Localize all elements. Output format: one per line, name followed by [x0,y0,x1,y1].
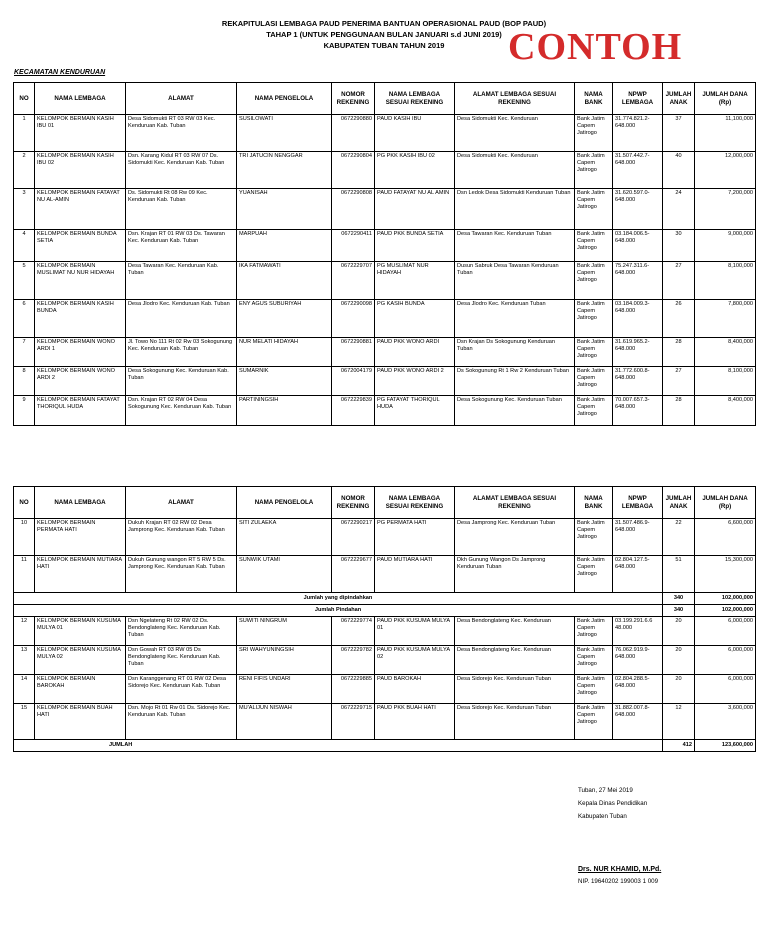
row-nomor-rekening: 0672290804 [332,152,375,189]
row-alamat-rekening: Desa Jamprong Kec. Kenduruan Tuban [455,519,575,556]
row-no: 10 [14,519,35,556]
dipindahkan-label: Jumlah yang dipindahkan [14,593,663,605]
row-no: 9 [14,396,35,426]
row-bank: Bank Jatim Capem Jatirogo [575,115,613,152]
row-alamat-rekening: Desa Sidomukti Kec. Kenduruan [455,115,575,152]
jumlah-label: JUMLAH [14,740,663,752]
row-nomor-rekening: 0672290411 [332,230,375,262]
row-alamat: Dsn. Mojo Rt 01 Rw 01 Ds. Sidorejo Kec. Kenduruan Kab. Tuban [126,704,237,740]
table-row [14,152,756,189]
row-nama-rekening: PAUD PKK KUSUMA MULYA 02 [375,646,455,675]
table-row [14,338,756,367]
col-nama-pengelola: NAMA PENGELOLA [237,487,332,519]
document-year: KABUPATEN TUBAN TAHUN 2019 [323,41,445,50]
row-pengelola: SRI WAHYUNINGSIH [237,646,332,675]
row-jumlah-dana: 8,100,000 [695,367,756,396]
row-jumlah-anak: 20 [663,675,695,704]
row-jumlah-dana: 8,400,000 [695,396,756,426]
row-nama-lembaga: KELOMPOK BERMAIN MUSLIMAT NU NUR HIDAYAH [35,262,126,300]
row-bank: Bank Jatim Capem Jatirogo [575,646,613,675]
row-bank: Bank Jatim Capem Jatirogo [575,338,613,367]
row-nama-lembaga: KELOMPOK BERMAIN KUSUMA MULYA 02 [35,646,126,675]
row-nomor-rekening: 0672229677 [332,556,375,593]
row-alamat: Dsn Karanggenang RT 01 RW 02 Desa Sidorejo Kec. Kenduruan Kab. Tuban [126,675,237,704]
pindahan-label: Jumlah Pindahan [14,605,663,617]
table-row [14,675,756,704]
row-npwp: 03.184.006.5-648.000 [613,230,663,262]
row-pengelola: IKA FATMAWATI [237,262,332,300]
row-bank: Bank Jatim Capem Jatirogo [575,556,613,593]
signature-place-date: Tuban, 27 Mei 2019 [578,787,633,794]
row-jumlah-anak: 27 [663,262,695,300]
col-alamat: ALAMAT [126,487,237,519]
row-no: 1 [14,115,35,152]
row-nama-rekening: PAUD PKK WONO ARDI 2 [375,367,455,396]
row-pengelola: SUSILOWATI [237,115,332,152]
row-jumlah-anak: 37 [663,115,695,152]
row-pengelola: MARPUAH [237,230,332,262]
row-jumlah-dana: 6,000,000 [695,617,756,646]
row-jumlah-anak: 28 [663,338,695,367]
jumlah-row [14,740,756,752]
row-alamat: Desa Sidomukti RT 03 RW 03 Kec. Kenduruan Kab. Tuban [126,115,237,152]
row-no: 13 [14,646,35,675]
row-no: 5 [14,262,35,300]
row-alamat-rekening: Desa Sidomukti Kec. Kenduruan [455,152,575,189]
table-row [14,646,756,675]
table-row [14,262,756,300]
row-bank: Bank Jatim Capem Jatirogo [575,704,613,740]
row-no: 3 [14,189,35,230]
row-no: 11 [14,556,35,593]
row-nama-lembaga: KELOMPOK BERMAIN BUAH HATI [35,704,126,740]
row-nama-rekening: PG KASIH BUNDA [375,300,455,338]
row-nama-rekening: PAUD MUTIARA HATI [375,556,455,593]
row-jumlah-anak: 26 [663,300,695,338]
row-nama-rekening: PAUD BAROKAH [375,675,455,704]
row-nomor-rekening: 0672229707 [332,262,375,300]
row-npwp: 31.620.597.0-648.000 [613,189,663,230]
document-title: REKAPITULASI LEMBAGA PAUD PENERIMA BANTUAN OPERASIONAL PAUD (BOP PAUD) [221,19,547,28]
row-pengelola: SUWITI NINGRUM [237,617,332,646]
row-alamat-rekening: Desa Tawaran Kec. Kenduruan Tuban [455,230,575,262]
row-npwp: 31.507.486.9-648.000 [613,519,663,556]
row-npwp: 75.247.311.6-648.000 [613,262,663,300]
row-bank: Bank Jatim Capem Jatirogo [575,230,613,262]
table-row [14,617,756,646]
row-nama-lembaga: KELOMPOK BERMAIN FATAYAT NU AL-AMIN [35,189,126,230]
row-alamat-rekening: Desa Bendonglateng Kec. Kenduruan [455,617,575,646]
row-pengelola: YUANISAH [237,189,332,230]
row-alamat-rekening: Dsn Ledok Desa Sidomukti Kenduruan Tuban [455,189,575,230]
row-jumlah-dana: 15,300,000 [695,556,756,593]
row-alamat: Ds. Sidomukti Rt 08 Rw 09 Kec. Kenduruan Kab. Tuban [126,189,237,230]
row-nama-rekening: PAUD PKK BUAH HATI [375,704,455,740]
table-row [14,230,756,262]
row-nomor-rekening: 0672229885 [332,675,375,704]
row-nama-lembaga: KELOMPOK BERMAIN PERMATA HATI [35,519,126,556]
row-alamat-rekening: Desa Bendonglateng Kec. Kenduruan [455,646,575,675]
table-row [14,704,756,740]
row-jumlah-anak: 51 [663,556,695,593]
row-nomor-rekening: 0672229839 [332,396,375,426]
row-jumlah-dana: 9,000,000 [695,230,756,262]
row-alamat: Dsn. Karang Kidul RT 03 RW 07 Ds. Sidomukti Kec. Kenduruan Kab. Tuban [126,152,237,189]
col-no: NO [14,487,35,519]
row-nama-rekening: PG PKK KASIH IBU 02 [375,152,455,189]
row-npwp: 03.199.291.6.6 48.000 [613,617,663,646]
row-alamat: Jl. Towo No 111 Rt 02 Rw 03 Sokogunung Kec. Kenduruan Kab. Tuban [126,338,237,367]
row-bank: Bank Jatim Capem Jatirogo [575,519,613,556]
col-nama-lembaga-rekening: NAMA LEMBAGA SESUAI REKENING [375,83,455,115]
row-jumlah-anak: 24 [663,189,695,230]
col-nama-lembaga: NAMA LEMBAGA [35,487,126,519]
pindahan-anak: 340 [663,605,695,617]
row-nama-lembaga: KELOMPOK BERMAIN KASIH IBU 02 [35,152,126,189]
row-nama-rekening: PAUD FATAYAT NU AL AMIN [375,189,455,230]
row-bank: Bank Jatim Capem Jatirogo [575,152,613,189]
col-no: NO [14,83,35,115]
row-bank: Bank Jatim Capem Jatirogo [575,675,613,704]
row-npwp: 31.619.965.2-648.000 [613,338,663,367]
col-jumlah-dana: JUMLAH DANA (Rp) [695,83,756,115]
col-jumlah-dana: JUMLAH DANA (Rp) [695,487,756,519]
row-alamat-rekening: Desa Sidorejo Kec. Kenduruan Tuban [455,675,575,704]
row-nama-lembaga: KELOMPOK BERMAIN KASIH BUNDA [35,300,126,338]
row-npwp: 02.804.127.5-648.000 [613,556,663,593]
row-alamat: Dukuh Gunung wangon RT 5 RW 5 Ds. Jamprong Kec. Kenduruan Kab. Tuban [126,556,237,593]
row-nomor-rekening: 0672290881 [332,338,375,367]
row-npwp: 31.507.442.7-648.000 [613,152,663,189]
row-npwp: 03.184.009.3-648.000 [613,300,663,338]
row-npwp: 31.772.600.8-648.000 [613,367,663,396]
row-bank: Bank Jatim Capem Jatirogo [575,300,613,338]
table-row [14,115,756,152]
col-nama-lembaga: NAMA LEMBAGA [35,83,126,115]
contoh-watermark: CONTOH [508,26,683,68]
row-nama-rekening: PAUD PKK KUSUMA MULYA 01 [375,617,455,646]
row-pengelola: SUNWIK UTAMI [237,556,332,593]
row-jumlah-anak: 12 [663,704,695,740]
table-row [14,519,756,556]
row-no: 6 [14,300,35,338]
row-alamat-rekening: Desa Jlodro Kec. Kenduruan Tuban [455,300,575,338]
row-alamat: Desa Sokogunung Kec. Kenduruan Kab. Tuban [126,367,237,396]
row-bank: Bank Jatim Capem Jatirogo [575,262,613,300]
kecamatan-label: KECAMATAN KENDURUAN [14,69,106,76]
row-nomor-rekening: 0672229774 [332,617,375,646]
row-jumlah-anak: 20 [663,646,695,675]
table-row [14,556,756,593]
row-alamat-rekening: Ds Sokogunung Rt 1 Rw 2 Kenduruan Tuban [455,367,575,396]
table-header-row [14,487,756,519]
row-nama-rekening: PG PERMATA HATI [375,519,455,556]
row-bank: Bank Jatim Capem Jatirogo [575,396,613,426]
pindahan-row [14,605,756,617]
row-pengelola: RENI FIFIS UNDARI [237,675,332,704]
row-npwp: 76.062.919.9-648.000 [613,646,663,675]
col-nama-bank: NAMA BANK [575,487,613,519]
row-alamat: Dsn. Krajan RT 01 RW 03 Ds. Tawaran Kec. Kenduruan Kab. Tuban [126,230,237,262]
signature-nip: NIP. 19640202 199003 1 009 [578,878,659,885]
row-alamat: Desa Tawaran Kec. Kenduruan Kab. Tuban [126,262,237,300]
table-header-row [14,83,756,115]
jumlah-anak: 412 [663,740,695,752]
row-jumlah-dana: 11,100,000 [695,115,756,152]
row-nomor-rekening: 0672290217 [332,519,375,556]
row-alamat: Dsn. Krajan RT 02 RW 04 Desa Sokogunung Kec. Kenduruan Kab. Tuban [126,396,237,426]
table-row [14,396,756,426]
row-no: 8 [14,367,35,396]
row-nama-lembaga: KELOMPOK BERMAIN FATAYAT THORIQUL HUDA [35,396,126,426]
row-nama-rekening: PG FATAYAT THORIQUL HUDA [375,396,455,426]
row-nomor-rekening: 0672290098 [332,300,375,338]
row-nomor-rekening: 0672229715 [332,704,375,740]
row-nama-rekening: PAUD KASIH IBU [375,115,455,152]
row-nama-lembaga: KELOMPOK BERMAIN BUNDA SETIA [35,230,126,262]
row-jumlah-dana: 7,200,000 [695,189,756,230]
col-nama-lembaga-rekening: NAMA LEMBAGA SESUAI REKENING [375,487,455,519]
row-alamat: Dsn Ngelateng Rt 02 RW 02 Ds. Bendonglateng Kec. Kenduruan Kab. Tuban [126,617,237,646]
row-jumlah-dana: 8,100,000 [695,262,756,300]
row-alamat: Dukuh Krajan RT 02 RW 02 Desa Jamprong Kec. Kenduruan Kab. Tuban [126,519,237,556]
row-npwp: 70.007.657.3-648.000 [613,396,663,426]
recap-table-1 [13,82,756,426]
row-nama-rekening: PAUD PKK BUNDA SETIA [375,230,455,262]
col-nama-pengelola: NAMA PENGELOLA [237,83,332,115]
row-jumlah-dana: 6,000,000 [695,646,756,675]
row-jumlah-anak: 27 [663,367,695,396]
row-no: 14 [14,675,35,704]
row-jumlah-anak: 20 [663,617,695,646]
dipindahkan-row [14,593,756,605]
row-nama-lembaga: KELOMPOK BERMAIN WONO ARDI 1 [35,338,126,367]
row-jumlah-anak: 30 [663,230,695,262]
col-alamat-rekening: ALAMAT LEMBAGA SESUAI REKENING [455,487,575,519]
row-pengelola: ENY AGUS SUBURIYAH [237,300,332,338]
col-jumlah-anak: JUMLAH ANAK [663,487,695,519]
jumlah-dana: 123,600,000 [695,740,756,752]
row-alamat-rekening: Dkh Gunung Wangon Ds Jamprong Kenduruan Tuban [455,556,575,593]
row-pengelola: NUR MELATI HIDAYAH [237,338,332,367]
dipindahkan-dana: 102,000,000 [695,593,756,605]
row-npwp: 31.882.007.8-648.000 [613,704,663,740]
dipindahkan-anak: 340 [663,593,695,605]
row-no: 12 [14,617,35,646]
table-row [14,189,756,230]
row-no: 15 [14,704,35,740]
pindahan-dana: 102,000,000 [695,605,756,617]
row-nama-lembaga: KELOMPOK BERMAIN MUTIARA HATI [35,556,126,593]
row-jumlah-dana: 3,600,000 [695,704,756,740]
table-row [14,300,756,338]
table-row [14,367,756,396]
row-bank: Bank Jatim Capem Jatirogo [575,617,613,646]
signature-title-1: Kepala Dinas Pendidikan [578,800,648,807]
row-nama-lembaga: KELOMPOK BERMAIN KASIH IBU 01 [35,115,126,152]
row-npwp: 02.804.288.5-648.000 [613,675,663,704]
row-nama-lembaga: KELOMPOK BERMAIN WONO ARDI 2 [35,367,126,396]
recap-table-2 [13,486,756,752]
col-nomor-rekening: NOMOR REKENING [332,83,375,115]
row-pengelola: SUMARNIK [237,367,332,396]
row-no: 4 [14,230,35,262]
col-npwp: NPWP LEMBAGA [613,487,663,519]
signature-name: Drs. NUR KHAMID, M.Pd. [578,866,662,873]
row-pengelola: PARTININGSIH [237,396,332,426]
row-pengelola: TRI JATUCIN NENGGAR [237,152,332,189]
row-alamat-rekening: Desa Sidorejo Kec. Kenduruan Tuban [455,704,575,740]
row-nomor-rekening: 0672290880 [332,115,375,152]
row-nomor-rekening: 0672290808 [332,189,375,230]
col-jumlah-anak: JUMLAH ANAK [663,83,695,115]
row-nama-lembaga: KELOMPOK BERMAIN BAROKAH [35,675,126,704]
row-alamat-rekening: Dsn Krajan Ds Sokogunung Kenduruan Tuban [455,338,575,367]
row-pengelola: SITI ZULAEKA [237,519,332,556]
row-jumlah-dana: 12,000,000 [695,152,756,189]
row-jumlah-dana: 7,800,000 [695,300,756,338]
row-jumlah-dana: 6,000,000 [695,675,756,704]
row-alamat-rekening: Desa Sokogunung Kec. Kenduruan Tuban [455,396,575,426]
row-jumlah-dana: 8,400,000 [695,338,756,367]
row-alamat-rekening: Dusun Sabruk Desa Tawaran Kenduruan Tuban [455,262,575,300]
col-nama-bank: NAMA BANK [575,83,613,115]
row-jumlah-anak: 22 [663,519,695,556]
row-nomor-rekening: 0672229782 [332,646,375,675]
row-nama-lembaga: KELOMPOK BERMAIN KUSUMA MULYA 01 [35,617,126,646]
row-jumlah-dana: 6,600,000 [695,519,756,556]
col-alamat: ALAMAT [126,83,237,115]
col-alamat-rekening: ALAMAT LEMBAGA SESUAI REKENING [455,83,575,115]
row-nomor-rekening: 0672004179 [332,367,375,396]
row-no: 2 [14,152,35,189]
signature-title-2: Kabupaten Tuban [578,813,627,820]
row-bank: Bank Jatim Capem Jatirogo [575,189,613,230]
col-npwp: NPWP LEMBAGA [613,83,663,115]
row-nama-rekening: PAUD PKK WONO ARDI [375,338,455,367]
row-no: 7 [14,338,35,367]
row-jumlah-anak: 40 [663,152,695,189]
col-nomor-rekening: NOMOR REKENING [332,487,375,519]
row-alamat: Dsn Gowah RT 03 RW 05 Ds Bendonglateng Kec. Kenduruan Kab. Tuban [126,646,237,675]
row-nama-rekening: PG MUSLIMAT NUR HIDAYAH [375,262,455,300]
document-subtitle: TAHAP 1 (UNTUK PENGGUNAAN BULAN JANUARI s.d JUNI 2019) [266,30,502,39]
row-npwp: 31.774.821.2-648.000 [613,115,663,152]
row-pengelola: MU'ALIJUN NISWAH [237,704,332,740]
row-alamat: Desa Jlodro Kec. Kenduruan Kab. Tuban [126,300,237,338]
row-jumlah-anak: 28 [663,396,695,426]
row-bank: Bank Jatim Capem Jatirogo [575,367,613,396]
